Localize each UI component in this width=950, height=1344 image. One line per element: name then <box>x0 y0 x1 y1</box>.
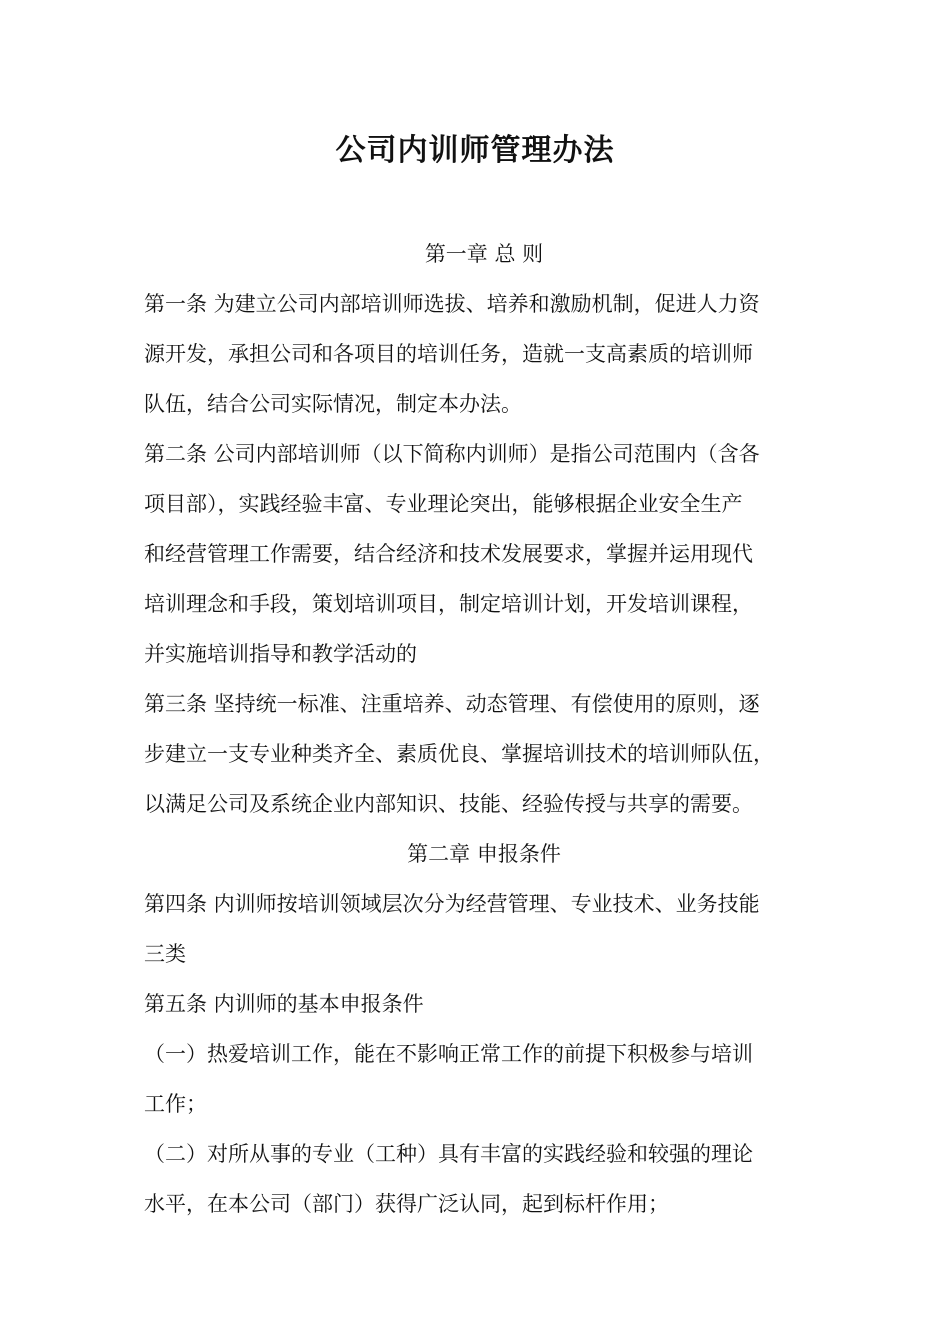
article-3-line: 以满足公司及系统企业内部知识、技能、经验传授与共享的需要。 <box>144 792 753 816</box>
article-2-line: 项目部），实践经验丰富、专业理论突出，能够根据企业安全生产 <box>144 492 743 516</box>
article-4-line: 三类 <box>144 942 186 966</box>
chapter-2-heading: 第二章 申报条件 <box>407 842 561 866</box>
article-5-line: 第五条 内训师的基本申报条件 <box>144 992 424 1016</box>
list-item-1 <box>144 1029 824 1129</box>
article-2-line: 并实施培训指导和教学活动的 <box>144 642 417 666</box>
document-body <box>144 229 824 1229</box>
article-3-line: 第三条 坚持统一标准、注重培养、动态管理、有偿使用的原则，逐 <box>144 692 760 716</box>
list-item-2 <box>144 1129 824 1229</box>
article-4-line: 第四条 内训师按培训领域层次分为经营管理、专业技术、业务技能 <box>144 892 760 916</box>
article-4 <box>144 879 824 979</box>
list-item-2-line: （二）对所从事的专业（工种）具有丰富的实践经验和较强的理论 <box>144 1142 753 1166</box>
article-1-line: 队伍，结合公司实际情况，制定本办法。 <box>144 392 522 416</box>
chapter-1-heading: 第一章 总 则 <box>424 242 544 266</box>
article-2 <box>144 429 824 679</box>
article-2-line: 和经营管理工作需要，结合经济和技术发展要求，掌握并运用现代 <box>144 542 753 566</box>
article-2-line: 培训理念和手段，策划培训项目，制定培训计划，开发培训课程， <box>144 592 753 616</box>
article-1-line: 第一条 为建立公司内部培训师选拔、培养和激励机制，促进人力资 <box>144 292 760 316</box>
article-3-line: 步建立一支专业种类齐全、素质优良、掌握培训技术的培训师队伍， <box>144 742 774 766</box>
article-1-line: 源开发，承担公司和各项目的培训任务，造就一支高素质的培训师 <box>144 342 753 366</box>
list-item-2-line: 水平，在本公司（部门）获得广泛认同，起到标杆作用； <box>144 1192 669 1216</box>
list-item-1-line: （一）热爱培训工作，能在不影响正常工作的前提下积极参与培训 <box>144 1042 753 1066</box>
article-3 <box>144 679 824 829</box>
article-2-line: 第二条 公司内部培训师（以下简称内训师）是指公司范围内（含各 <box>144 442 760 466</box>
article-5 <box>144 979 824 1029</box>
article-1 <box>144 279 824 429</box>
document-title: 公司内训师管理办法 <box>335 133 615 168</box>
list-item-1-line: 工作； <box>144 1092 207 1116</box>
